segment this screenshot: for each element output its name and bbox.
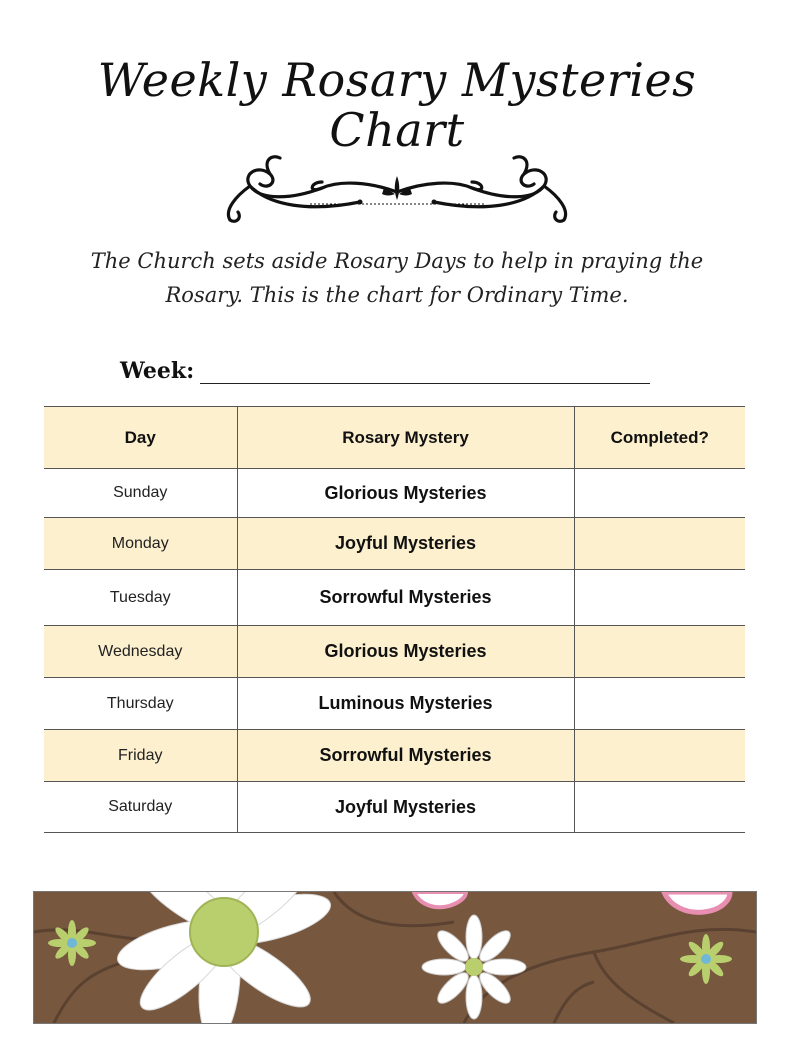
day-cell: Saturday: [44, 782, 237, 833]
week-label: Week:: [120, 358, 195, 384]
table-row: [44, 782, 745, 833]
column-header-day: Day: [44, 407, 237, 469]
table-row: [44, 570, 745, 626]
table-row: [44, 626, 745, 678]
day-cell: Sunday: [44, 469, 237, 518]
flower-pattern-icon: [34, 892, 756, 1023]
mystery-cell: Glorious Mysteries: [237, 626, 574, 678]
mystery-cell: Sorrowful Mysteries: [237, 570, 574, 626]
column-header-mystery: Rosary Mystery: [237, 407, 574, 469]
column-header-completed: Completed?: [574, 407, 745, 469]
daisy-flowers-banner: [33, 891, 757, 1024]
intro-text-line-2: Rosary. This is the chart for Ordinary Time.: [165, 283, 629, 307]
table-row: [44, 518, 745, 570]
completed-cell[interactable]: [574, 626, 745, 678]
completed-cell[interactable]: [574, 469, 745, 518]
table-row: [44, 730, 745, 782]
week-input-line[interactable]: [200, 383, 650, 384]
day-cell: Thursday: [44, 678, 237, 730]
completed-cell[interactable]: [574, 570, 745, 626]
table-header-row: [44, 407, 745, 469]
day-cell: Monday: [44, 518, 237, 570]
page-title-line-2: Chart: [329, 103, 465, 157]
completed-cell[interactable]: [574, 730, 745, 782]
table-row: [44, 678, 745, 730]
completed-cell[interactable]: [574, 518, 745, 570]
day-cell: Tuesday: [44, 570, 237, 626]
table-row: [44, 469, 745, 518]
flourish-ornament-icon: [210, 152, 584, 228]
intro-text-line-1: The Church sets aside Rosary Days to help in praying the: [90, 249, 704, 273]
mystery-cell: Joyful Mysteries: [237, 518, 574, 570]
page-title-line-1: Weekly Rosary Mysteries: [97, 53, 697, 107]
day-cell: Friday: [44, 730, 237, 782]
completed-cell[interactable]: [574, 678, 745, 730]
day-cell: Wednesday: [44, 626, 237, 678]
rosary-chart-table: [44, 406, 745, 833]
completed-cell[interactable]: [574, 782, 745, 833]
mystery-cell: Joyful Mysteries: [237, 782, 574, 833]
mystery-cell: Luminous Mysteries: [237, 678, 574, 730]
mystery-cell: Sorrowful Mysteries: [237, 730, 574, 782]
mystery-cell: Glorious Mysteries: [237, 469, 574, 518]
